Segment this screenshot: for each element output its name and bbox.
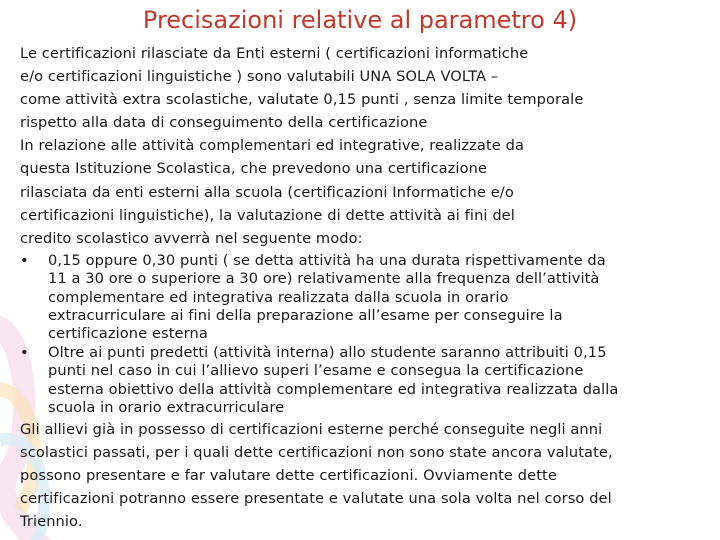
intro-line: Le certificazioni rilasciate da Enti esterni ( certificazioni informatiche [20, 45, 529, 62]
intro-paragraph [20, 42, 715, 250]
intro-line: credito scolastico avverrà nel seguente modo: [20, 229, 363, 247]
intro-line: certificazioni linguistiche), la valutazione di dette attività ai fini del [20, 206, 515, 224]
bullet-dot-icon: • [20, 343, 29, 361]
bullet-line: 11 a 30 ore o superiore a 30 ore) relativamente alla frequenza dell’attività [48, 270, 600, 288]
slide-body [20, 42, 715, 534]
bullet-line: certificazione esterna [48, 325, 208, 343]
bullet-line: punti nel caso in cui l’allievo superi l’esame e consegua la certificazione [48, 362, 584, 380]
intro-line: e/o certificazioni linguistiche ) sono valutabili UNA SOLA VOLTA – [20, 68, 499, 86]
bullet-list [20, 252, 715, 418]
intro-line: questa Istituzione Scolastica, che prevedono una certificazione [20, 160, 488, 178]
closing-line: certificazioni potranno essere presentate e valutate una sola volta nel corso del [20, 490, 612, 508]
bullet-dot-icon: • [20, 251, 29, 269]
closing-line: possono presentare e far valutare dette certificazioni. Ovviamente dette [20, 466, 557, 484]
bullet-line: Oltre ai punti predetti (attività interna) allo studente saranno attribuiti 0,15 [48, 343, 607, 361]
bullet-line: esterna obiettivo della attività complementare ed integrativa realizzata dalla [48, 380, 619, 398]
intro-line: rispetto alla data di conseguimento della certificazione [20, 114, 428, 132]
closing-line: Triennio. [20, 513, 83, 531]
closing-line: scolastici passati, per i quali dette certificazioni non sono state ancora valutate, [20, 443, 613, 461]
bullet-item [20, 344, 715, 418]
bullet-line: 0,15 oppure 0,30 punti ( se detta attività ha una durata rispettivamente da [48, 251, 606, 269]
intro-line: In relazione alle attività complementari ed integrative, realizzate da [20, 137, 525, 155]
bullet-line: complementare ed integrativa realizzata dalla scuola in orario [48, 288, 509, 306]
bullet-line: extracurriculare ai fini della preparazione all’esame per conseguire la [48, 307, 563, 325]
slide-title: Precisazioni relative al parametro 4) [142, 6, 578, 34]
bullet-line: scuola in orario extracurriculare [48, 399, 285, 417]
bullet-item [20, 252, 715, 344]
intro-line: come attività extra scolastiche, valutate 0,15 punti , senza limite temporale [20, 91, 584, 109]
closing-line: Gli allievi già in possesso di certificazioni esterne perché conseguite negli anni [20, 420, 603, 438]
intro-line: rilasciata da enti esterni alla scuola (certificazioni Informatiche e/o [20, 183, 514, 201]
closing-paragraph [20, 418, 715, 534]
